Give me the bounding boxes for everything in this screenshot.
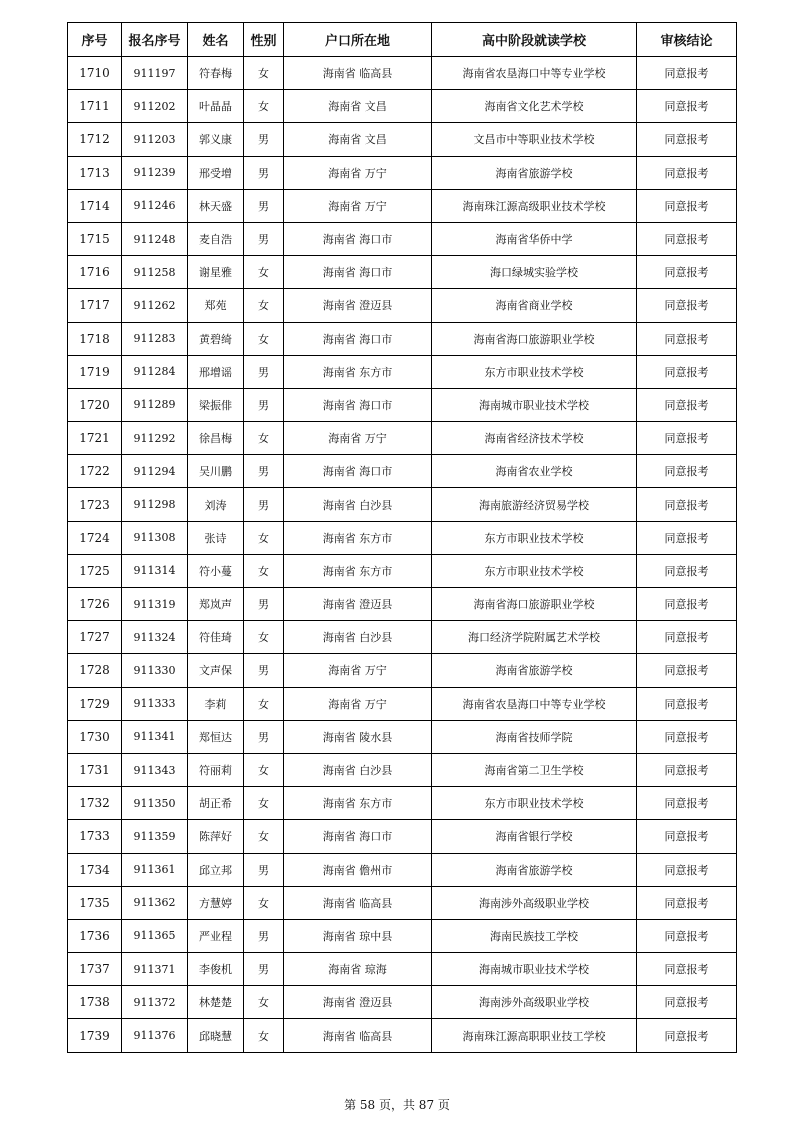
cell-seq: 1711 <box>68 90 122 123</box>
table-row <box>68 57 737 90</box>
cell-gender: 男 <box>244 488 284 521</box>
cell-name: 刘涛 <box>188 488 244 521</box>
cell-school: 海口绿城实验学校 <box>432 256 637 289</box>
page-number-text: 第 58 页，共 87 页 <box>344 1098 450 1112</box>
cell-gender: 男 <box>244 388 284 421</box>
cell-gender: 女 <box>244 322 284 355</box>
cell-name: 邱晓慧 <box>188 1019 244 1052</box>
cell-name: 郭义康 <box>188 123 244 156</box>
cell-result: 同意报考 <box>637 289 737 322</box>
cell-school: 海南珠江源高级职业技术学校 <box>432 189 637 222</box>
table-row <box>68 820 737 853</box>
cell-name: 郑苑 <box>188 289 244 322</box>
table-row <box>68 554 737 587</box>
cell-gender: 男 <box>244 953 284 986</box>
cell-name: 方慧婷 <box>188 886 244 919</box>
table-row <box>68 355 737 388</box>
cell-school: 海南省旅游学校 <box>432 654 637 687</box>
cell-residence: 海南省 海口市 <box>284 322 432 355</box>
cell-residence: 海南省 临高县 <box>284 886 432 919</box>
cell-school: 海南城市职业技术学校 <box>432 388 637 421</box>
cell-gender: 男 <box>244 853 284 886</box>
cell-reg-no: 911324 <box>122 621 188 654</box>
cell-residence: 海南省 白沙县 <box>284 488 432 521</box>
cell-name: 邢受增 <box>188 156 244 189</box>
table-row <box>68 156 737 189</box>
cell-school: 海南旅游经济贸易学校 <box>432 488 637 521</box>
cell-school: 海南省农业学校 <box>432 455 637 488</box>
cell-name: 郑岚声 <box>188 588 244 621</box>
cell-gender: 女 <box>244 687 284 720</box>
cell-seq: 1717 <box>68 289 122 322</box>
cell-name: 严业程 <box>188 919 244 952</box>
cell-seq: 1724 <box>68 521 122 554</box>
table-row <box>68 189 737 222</box>
cell-gender: 男 <box>244 720 284 753</box>
cell-seq: 1727 <box>68 621 122 654</box>
cell-school: 海南省第二卫生学校 <box>432 753 637 786</box>
cell-reg-no: 911361 <box>122 853 188 886</box>
cell-reg-no: 911298 <box>122 488 188 521</box>
cell-school: 海南珠江源高职职业技工学校 <box>432 1019 637 1052</box>
cell-residence: 海南省 海口市 <box>284 455 432 488</box>
cell-school: 海南城市职业技术学校 <box>432 953 637 986</box>
cell-name: 胡正希 <box>188 787 244 820</box>
cell-result: 同意报考 <box>637 986 737 1019</box>
cell-reg-no: 911319 <box>122 588 188 621</box>
cell-name: 文声保 <box>188 654 244 687</box>
cell-result: 同意报考 <box>637 355 737 388</box>
cell-school: 海南省海口旅游职业学校 <box>432 322 637 355</box>
cell-seq: 1726 <box>68 588 122 621</box>
cell-reg-no: 911376 <box>122 1019 188 1052</box>
table-row <box>68 289 737 322</box>
cell-residence: 海南省 东方市 <box>284 554 432 587</box>
cell-name: 邱立邦 <box>188 853 244 886</box>
cell-result: 同意报考 <box>637 787 737 820</box>
table-row <box>68 720 737 753</box>
table-row <box>68 322 737 355</box>
cell-name: 叶晶晶 <box>188 90 244 123</box>
cell-school: 海南省技师学院 <box>432 720 637 753</box>
header-name: 姓名 <box>188 23 244 57</box>
applicant-table <box>67 22 737 1053</box>
cell-result: 同意报考 <box>637 90 737 123</box>
cell-reg-no: 911203 <box>122 123 188 156</box>
cell-reg-no: 911308 <box>122 521 188 554</box>
cell-gender: 女 <box>244 90 284 123</box>
cell-school: 海南涉外高级职业学校 <box>432 886 637 919</box>
header-residence: 户口所在地 <box>284 23 432 57</box>
cell-residence: 海南省 文昌 <box>284 90 432 123</box>
cell-gender: 男 <box>244 919 284 952</box>
cell-seq: 1732 <box>68 787 122 820</box>
cell-name: 邢增谣 <box>188 355 244 388</box>
cell-reg-no: 911197 <box>122 57 188 90</box>
cell-residence: 海南省 东方市 <box>284 355 432 388</box>
cell-reg-no: 911284 <box>122 355 188 388</box>
table-row <box>68 919 737 952</box>
cell-school: 文昌市中等职业技术学校 <box>432 123 637 156</box>
cell-residence: 海南省 澄迈县 <box>284 986 432 1019</box>
table-body <box>68 57 737 1053</box>
cell-result: 同意报考 <box>637 521 737 554</box>
cell-gender: 女 <box>244 787 284 820</box>
table-row <box>68 986 737 1019</box>
cell-reg-no: 911350 <box>122 787 188 820</box>
cell-result: 同意报考 <box>637 388 737 421</box>
table-row <box>68 256 737 289</box>
table-row <box>68 621 737 654</box>
cell-residence: 海南省 万宁 <box>284 189 432 222</box>
table-row <box>68 90 737 123</box>
cell-reg-no: 911289 <box>122 388 188 421</box>
cell-name: 符春梅 <box>188 57 244 90</box>
cell-school: 海南省银行学校 <box>432 820 637 853</box>
cell-result: 同意报考 <box>637 422 737 455</box>
cell-gender: 女 <box>244 57 284 90</box>
cell-gender: 女 <box>244 753 284 786</box>
cell-name: 梁振俳 <box>188 388 244 421</box>
cell-seq: 1714 <box>68 189 122 222</box>
cell-school: 东方市职业技术学校 <box>432 521 637 554</box>
cell-seq: 1730 <box>68 720 122 753</box>
cell-gender: 男 <box>244 189 284 222</box>
cell-gender: 女 <box>244 621 284 654</box>
cell-school: 海南省农垦海口中等专业学校 <box>432 687 637 720</box>
cell-name: 张诗 <box>188 521 244 554</box>
cell-name: 徐昌梅 <box>188 422 244 455</box>
cell-school: 海南省商业学校 <box>432 289 637 322</box>
cell-residence: 海南省 澄迈县 <box>284 588 432 621</box>
cell-result: 同意报考 <box>637 57 737 90</box>
cell-gender: 男 <box>244 588 284 621</box>
cell-seq: 1738 <box>68 986 122 1019</box>
cell-reg-no: 911341 <box>122 720 188 753</box>
table-row <box>68 953 737 986</box>
cell-residence: 海南省 万宁 <box>284 654 432 687</box>
cell-residence: 海南省 海口市 <box>284 388 432 421</box>
table-row <box>68 787 737 820</box>
cell-reg-no: 911330 <box>122 654 188 687</box>
cell-seq: 1731 <box>68 753 122 786</box>
cell-gender: 女 <box>244 289 284 322</box>
table-row <box>68 455 737 488</box>
cell-reg-no: 911258 <box>122 256 188 289</box>
cell-gender: 男 <box>244 222 284 255</box>
table-row <box>68 222 737 255</box>
cell-gender: 女 <box>244 554 284 587</box>
cell-residence: 海南省 琼海 <box>284 953 432 986</box>
cell-residence: 海南省 海口市 <box>284 222 432 255</box>
cell-seq: 1737 <box>68 953 122 986</box>
header-seq: 序号 <box>68 23 122 57</box>
cell-school: 东方市职业技术学校 <box>432 355 637 388</box>
cell-seq: 1723 <box>68 488 122 521</box>
cell-school: 海南省农垦海口中等专业学校 <box>432 57 637 90</box>
cell-seq: 1728 <box>68 654 122 687</box>
cell-reg-no: 911292 <box>122 422 188 455</box>
cell-seq: 1715 <box>68 222 122 255</box>
cell-gender: 女 <box>244 256 284 289</box>
cell-seq: 1721 <box>68 422 122 455</box>
cell-residence: 海南省 万宁 <box>284 687 432 720</box>
cell-result: 同意报考 <box>637 588 737 621</box>
cell-school: 海口经济学院附属艺术学校 <box>432 621 637 654</box>
cell-result: 同意报考 <box>637 720 737 753</box>
cell-name: 李莉 <box>188 687 244 720</box>
cell-name: 吴川鹏 <box>188 455 244 488</box>
cell-result: 同意报考 <box>637 1019 737 1052</box>
cell-school: 海南涉外高级职业学校 <box>432 986 637 1019</box>
table-row <box>68 886 737 919</box>
cell-seq: 1729 <box>68 687 122 720</box>
cell-seq: 1725 <box>68 554 122 587</box>
table-row <box>68 388 737 421</box>
cell-residence: 海南省 临高县 <box>284 1019 432 1052</box>
cell-school: 海南省文化艺术学校 <box>432 90 637 123</box>
cell-seq: 1734 <box>68 853 122 886</box>
cell-school: 海南省旅游学校 <box>432 156 637 189</box>
cell-residence: 海南省 琼中县 <box>284 919 432 952</box>
cell-residence: 海南省 海口市 <box>284 256 432 289</box>
cell-reg-no: 911365 <box>122 919 188 952</box>
table-row <box>68 588 737 621</box>
cell-residence: 海南省 白沙县 <box>284 621 432 654</box>
cell-reg-no: 911359 <box>122 820 188 853</box>
header-result: 审核结论 <box>637 23 737 57</box>
table-row <box>68 123 737 156</box>
cell-reg-no: 911314 <box>122 554 188 587</box>
cell-result: 同意报考 <box>637 455 737 488</box>
cell-gender: 男 <box>244 455 284 488</box>
cell-name: 符佳琦 <box>188 621 244 654</box>
cell-gender: 男 <box>244 123 284 156</box>
cell-residence: 海南省 文昌 <box>284 123 432 156</box>
cell-seq: 1713 <box>68 156 122 189</box>
cell-name: 郑恒达 <box>188 720 244 753</box>
cell-gender: 男 <box>244 156 284 189</box>
cell-reg-no: 911343 <box>122 753 188 786</box>
table-row <box>68 753 737 786</box>
cell-reg-no: 911248 <box>122 222 188 255</box>
cell-name: 陈萍好 <box>188 820 244 853</box>
cell-residence: 海南省 陵水县 <box>284 720 432 753</box>
cell-seq: 1733 <box>68 820 122 853</box>
cell-result: 同意报考 <box>637 621 737 654</box>
cell-seq: 1739 <box>68 1019 122 1052</box>
cell-reg-no: 911262 <box>122 289 188 322</box>
cell-reg-no: 911202 <box>122 90 188 123</box>
cell-residence: 海南省 海口市 <box>284 820 432 853</box>
table-row <box>68 853 737 886</box>
table-row <box>68 687 737 720</box>
page-footer <box>0 1096 794 1113</box>
cell-gender: 男 <box>244 355 284 388</box>
cell-reg-no: 911371 <box>122 953 188 986</box>
cell-result: 同意报考 <box>637 189 737 222</box>
cell-residence: 海南省 白沙县 <box>284 753 432 786</box>
cell-residence: 海南省 临高县 <box>284 57 432 90</box>
cell-seq: 1720 <box>68 388 122 421</box>
cell-reg-no: 911333 <box>122 687 188 720</box>
cell-result: 同意报考 <box>637 820 737 853</box>
cell-gender: 女 <box>244 422 284 455</box>
cell-reg-no: 911294 <box>122 455 188 488</box>
cell-residence: 海南省 万宁 <box>284 422 432 455</box>
header-reg-no: 报名序号 <box>122 23 188 57</box>
cell-residence: 海南省 澄迈县 <box>284 289 432 322</box>
cell-seq: 1736 <box>68 919 122 952</box>
cell-residence: 海南省 东方市 <box>284 787 432 820</box>
cell-gender: 女 <box>244 1019 284 1052</box>
cell-seq: 1710 <box>68 57 122 90</box>
cell-result: 同意报考 <box>637 554 737 587</box>
cell-name: 麦自浩 <box>188 222 244 255</box>
cell-seq: 1722 <box>68 455 122 488</box>
cell-reg-no: 911362 <box>122 886 188 919</box>
cell-reg-no: 911239 <box>122 156 188 189</box>
header-school: 高中阶段就读学校 <box>432 23 637 57</box>
cell-reg-no: 911372 <box>122 986 188 1019</box>
cell-name: 黄碧绮 <box>188 322 244 355</box>
cell-school: 东方市职业技术学校 <box>432 787 637 820</box>
cell-residence: 海南省 东方市 <box>284 521 432 554</box>
cell-school: 海南省海口旅游职业学校 <box>432 588 637 621</box>
table-row <box>68 521 737 554</box>
cell-name: 林天盛 <box>188 189 244 222</box>
cell-gender: 女 <box>244 986 284 1019</box>
cell-result: 同意报考 <box>637 753 737 786</box>
cell-result: 同意报考 <box>637 953 737 986</box>
cell-gender: 女 <box>244 820 284 853</box>
cell-result: 同意报考 <box>637 123 737 156</box>
cell-gender: 男 <box>244 654 284 687</box>
cell-name: 谢星雅 <box>188 256 244 289</box>
cell-gender: 女 <box>244 521 284 554</box>
cell-result: 同意报考 <box>637 919 737 952</box>
table-row <box>68 654 737 687</box>
cell-result: 同意报考 <box>637 488 737 521</box>
table-row <box>68 422 737 455</box>
cell-seq: 1735 <box>68 886 122 919</box>
cell-name: 李俊机 <box>188 953 244 986</box>
cell-result: 同意报考 <box>637 156 737 189</box>
cell-school: 海南省经济技术学校 <box>432 422 637 455</box>
cell-result: 同意报考 <box>637 256 737 289</box>
cell-reg-no: 911283 <box>122 322 188 355</box>
cell-result: 同意报考 <box>637 687 737 720</box>
cell-result: 同意报考 <box>637 654 737 687</box>
cell-school: 海南省华侨中学 <box>432 222 637 255</box>
header-gender: 性别 <box>244 23 284 57</box>
table-header-row <box>68 23 737 57</box>
cell-result: 同意报考 <box>637 222 737 255</box>
cell-seq: 1719 <box>68 355 122 388</box>
cell-name: 符丽莉 <box>188 753 244 786</box>
table-row <box>68 488 737 521</box>
cell-residence: 海南省 万宁 <box>284 156 432 189</box>
table-row <box>68 1019 737 1052</box>
cell-result: 同意报考 <box>637 322 737 355</box>
cell-reg-no: 911246 <box>122 189 188 222</box>
cell-gender: 女 <box>244 886 284 919</box>
cell-school: 海南省旅游学校 <box>432 853 637 886</box>
cell-name: 符小蔓 <box>188 554 244 587</box>
cell-seq: 1712 <box>68 123 122 156</box>
cell-result: 同意报考 <box>637 853 737 886</box>
cell-seq: 1716 <box>68 256 122 289</box>
cell-seq: 1718 <box>68 322 122 355</box>
cell-school: 海南民族技工学校 <box>432 919 637 952</box>
cell-result: 同意报考 <box>637 886 737 919</box>
cell-school: 东方市职业技术学校 <box>432 554 637 587</box>
cell-name: 林楚楚 <box>188 986 244 1019</box>
cell-residence: 海南省 儋州市 <box>284 853 432 886</box>
